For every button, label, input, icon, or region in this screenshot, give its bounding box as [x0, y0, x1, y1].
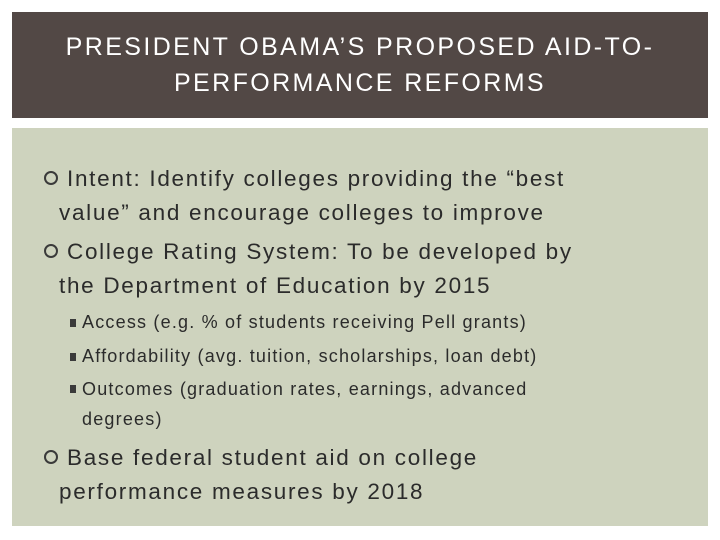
sub-bullet-outcomes: [70, 374, 686, 434]
bullet-line-2: performance measures by 2018: [59, 479, 425, 504]
hollow-circle-bullet-icon: [44, 244, 58, 258]
hollow-circle-bullet-icon: [44, 450, 58, 464]
bullet-line-1: Intent: Identify colleges providing the “best: [67, 166, 566, 191]
title-bar: [12, 12, 708, 118]
bullet-college-rating-system: [45, 235, 686, 303]
square-bullet-icon: [70, 353, 76, 361]
sub-bullet-line-1: Outcomes (graduation rates, earnings, advanced: [82, 379, 528, 399]
slide-title-line-2: PERFORMANCE REFORMS: [173, 69, 546, 97]
sub-bullet-line-1: Affordability (avg. tuition, scholarships, loan debt): [82, 346, 538, 366]
square-bullet-icon: [70, 385, 76, 393]
slide-title-line-1: PRESIDENT OBAMA’S PROPOSED AID-TO-: [65, 33, 655, 61]
content-panel: [12, 128, 708, 526]
sub-bullet-access: [70, 305, 686, 339]
square-bullet-icon: [70, 319, 76, 327]
sub-bullet-affordability: [70, 339, 686, 373]
bullet-intent: [45, 162, 686, 230]
sub-bullet-line-2: degrees): [82, 409, 163, 429]
hollow-circle-bullet-icon: [44, 171, 58, 185]
bullet-line-2: value” and encourage colleges to improve: [59, 200, 545, 225]
bullet-line-1: College Rating System: To be developed by: [67, 239, 573, 264]
bullet-line-2: the Department of Education by 2015: [59, 273, 492, 298]
sub-bullet-line-1: Access (e.g. % of students receiving Pell grants): [82, 312, 527, 332]
bullet-line-1: Base federal student aid on college: [67, 445, 478, 470]
bullet-federal-aid: [45, 441, 686, 509]
